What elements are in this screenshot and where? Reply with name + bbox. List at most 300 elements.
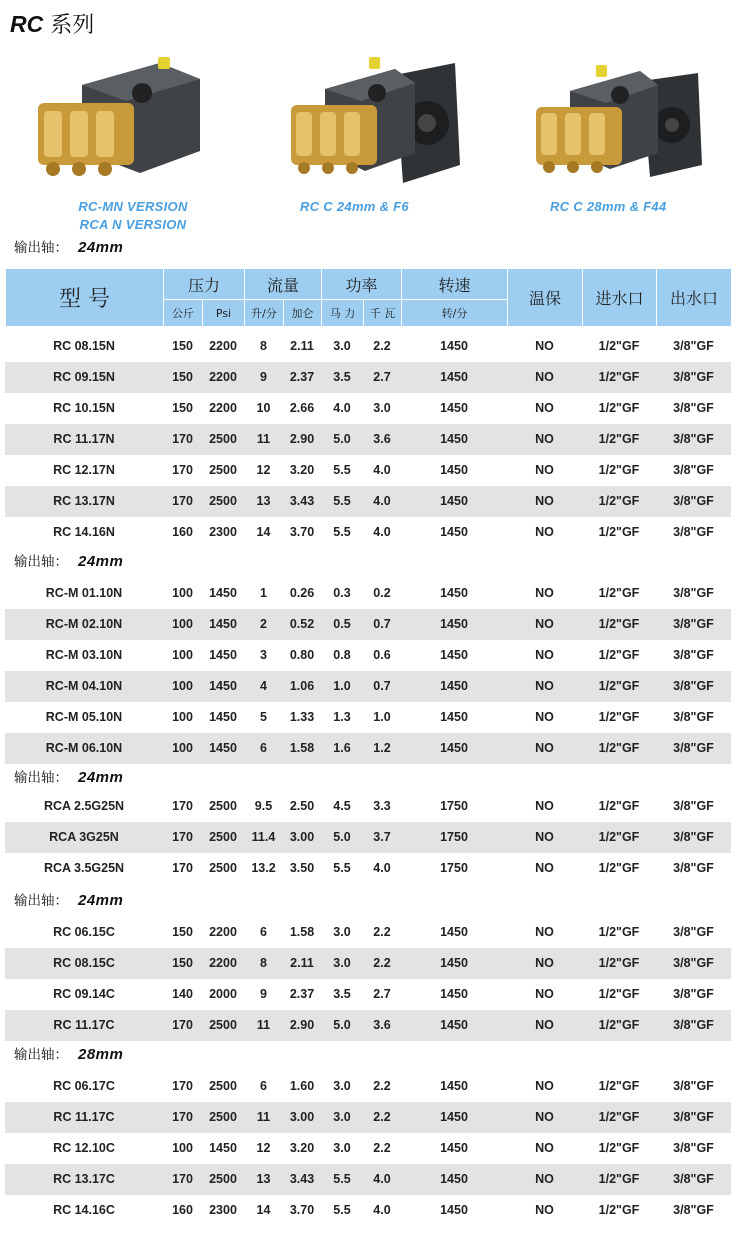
table-cell: 100 (172, 679, 193, 693)
table-cell: 4.0 (373, 463, 391, 477)
table-cell: 1/2"GF (598, 494, 640, 508)
shaft-label-text: 输出轴： (14, 893, 68, 909)
table-cell: 3/8"GF (673, 648, 714, 662)
table-cell: NO (535, 1079, 554, 1093)
table-cell: 2.2 (373, 925, 391, 939)
table-cell: 1.33 (289, 710, 315, 724)
header-power-kw: 千 瓦 (364, 300, 402, 327)
header-thermal: 温保 (508, 269, 583, 327)
table-cell: 1/2"GF (598, 586, 640, 600)
table-cell: 170 (172, 1172, 193, 1186)
table-cell: 3.43 (289, 1172, 315, 1186)
table-cell: 9 (260, 987, 267, 1001)
table-cell: NO (535, 1172, 554, 1186)
table-cell: 150 (172, 956, 193, 970)
table-cell: 4.5 (333, 799, 351, 813)
table-cell: 5.5 (333, 1172, 351, 1186)
table-cell: 2000 (209, 987, 237, 1001)
table-cell: 5.5 (333, 463, 351, 477)
table-cell: 3/8"GF (673, 1203, 714, 1217)
table-cell: 3.20 (289, 463, 315, 477)
table-cell: 1.60 (289, 1079, 315, 1093)
header-flow-lpm: 升/分 (245, 300, 284, 327)
table-row (5, 1071, 731, 1102)
table-cell: 1/2"GF (598, 1141, 640, 1155)
table-cell: 3.70 (289, 1203, 315, 1217)
table-row (5, 671, 731, 702)
table-cell: 0.6 (373, 648, 391, 662)
table-cell: 3.5 (333, 987, 351, 1001)
table-cell: 3/8"GF (673, 401, 714, 415)
table-cell: 2500 (209, 1079, 237, 1093)
table-cell: 1450 (440, 648, 468, 662)
table-cell: 1750 (440, 861, 468, 875)
product-caption-2: RC C 24mm & F6 (300, 199, 409, 214)
table-cell: 2.7 (373, 987, 391, 1001)
table-cell: 2.2 (373, 1079, 391, 1093)
table-cell: NO (535, 1141, 554, 1155)
table-cell: NO (535, 679, 554, 693)
table-row (5, 1164, 731, 1195)
table-cell: 3/8"GF (673, 710, 714, 724)
table-cell: 2.2 (373, 1141, 391, 1155)
table-cell: 5.0 (333, 830, 351, 844)
table-cell: 1450 (209, 741, 237, 755)
model-cell: RC 11.17C (53, 1110, 115, 1124)
table-cell: 4.0 (373, 1172, 391, 1186)
table-cell: 1450 (440, 1018, 468, 1032)
table-cell: NO (535, 799, 554, 813)
table-cell: 1.58 (289, 925, 315, 939)
table-cell: 0.5 (333, 617, 351, 631)
table-cell: 1.06 (289, 679, 315, 693)
table-cell: 1450 (209, 679, 237, 693)
table-cell: 3/8"GF (673, 741, 714, 755)
table-cell: 1.3 (333, 710, 351, 724)
table-cell: 1/2"GF (598, 401, 640, 415)
table-cell: NO (535, 586, 554, 600)
model-cell: RC 06.15C (53, 925, 115, 939)
table-cell: 1450 (440, 339, 468, 353)
table-cell: 1450 (440, 525, 468, 539)
table-cell: 3/8"GF (673, 432, 714, 446)
table-cell: 1/2"GF (598, 617, 640, 631)
table-cell: 1450 (440, 1172, 468, 1186)
header-pressure-kg: 公斤 (164, 300, 203, 327)
table-cell: 14 (256, 525, 271, 539)
table-cell: NO (535, 741, 554, 755)
table-cell: 3/8"GF (673, 1110, 714, 1124)
table-row (5, 486, 731, 517)
table-row (5, 362, 731, 393)
table-cell: 2.7 (373, 370, 391, 384)
model-cell: RC 12.10C (53, 1141, 115, 1155)
model-cell: RC 12.17N (53, 463, 115, 477)
table-cell: 3/8"GF (673, 1141, 714, 1155)
model-cell: RC 11.17N (53, 432, 115, 446)
table-row (5, 393, 731, 424)
table-cell: 3.0 (333, 339, 351, 353)
table-cell: 2.37 (289, 370, 315, 384)
table-cell: 3.0 (373, 401, 391, 415)
table-cell: 3.0 (333, 1110, 351, 1124)
shaft-value: 24mm (78, 239, 124, 256)
table-cell: 160 (172, 1203, 193, 1217)
table-row (5, 702, 731, 733)
product-caption-1: RC-MN VERSION RCA N VERSION (78, 199, 188, 232)
table-cell: 13 (256, 494, 271, 508)
table-cell: 5.5 (333, 861, 351, 875)
table-cell: 5.0 (333, 1018, 351, 1032)
table-cell: 4.0 (373, 525, 391, 539)
shaft-label (14, 889, 123, 909)
table-cell: 1450 (440, 586, 468, 600)
table-cell: 1450 (440, 463, 468, 477)
table-cell: 1/2"GF (598, 861, 640, 875)
table-cell: 1750 (440, 799, 468, 813)
table-cell: 150 (172, 925, 193, 939)
table-cell: 3/8"GF (673, 987, 714, 1001)
table-cell: NO (535, 525, 554, 539)
table-cell: 2200 (209, 370, 237, 384)
table-cell: 2500 (209, 799, 237, 813)
table-cell: 170 (172, 799, 193, 813)
table-cell: NO (535, 925, 554, 939)
table-cell: NO (535, 1110, 554, 1124)
table-cell: 2.11 (290, 339, 314, 353)
model-cell: RC-M 02.10N (45, 617, 123, 631)
table-cell: 1450 (440, 679, 468, 693)
table-cell: 100 (172, 741, 193, 755)
shaft-label-text: 输出轴： (14, 554, 68, 570)
table-cell: 3.20 (289, 1141, 315, 1155)
header-outlet: 出水口 (657, 269, 732, 327)
table-cell: NO (535, 1203, 554, 1217)
shaft-label-text: 输出轴： (14, 240, 68, 256)
table-cell: 3/8"GF (673, 799, 714, 813)
table-cell: 14 (256, 1203, 271, 1217)
table-cell: 1450 (209, 617, 237, 631)
table-cell: 2500 (209, 494, 237, 508)
table-cell: 6 (260, 925, 267, 939)
header-inlet: 进水口 (583, 269, 657, 327)
table-row (5, 331, 731, 362)
table-cell: 2500 (209, 1018, 237, 1032)
table-cell: 170 (172, 1110, 193, 1124)
model-cell: RCA 2.5G25N (43, 799, 125, 813)
table-cell: 2.2 (373, 339, 391, 353)
header-speed: 转速 (402, 269, 508, 300)
table-cell: 3.0 (333, 1079, 351, 1093)
table-cell: 1750 (440, 830, 468, 844)
table-cell: 3.70 (289, 525, 315, 539)
table-cell: 2.11 (290, 956, 314, 970)
table-cell: NO (535, 401, 554, 415)
table-cell: 1/2"GF (598, 1172, 640, 1186)
table-cell: NO (535, 648, 554, 662)
model-cell: RC-M 04.10N (45, 679, 123, 693)
table-cell: 100 (172, 648, 193, 662)
table-cell: 1/2"GF (598, 710, 640, 724)
table-cell: 1450 (440, 1110, 468, 1124)
table-cell: 1/2"GF (598, 1110, 640, 1124)
table-cell: NO (535, 956, 554, 970)
table-cell: 1.0 (333, 679, 351, 693)
table-cell: 5.5 (333, 1203, 351, 1217)
table-cell: 1/2"GF (598, 1079, 640, 1093)
table-cell: NO (535, 617, 554, 631)
table-cell: 1450 (440, 956, 468, 970)
table-cell: 1/2"GF (598, 679, 640, 693)
table-cell: 3/8"GF (673, 679, 714, 693)
table-cell: 2 (260, 617, 267, 631)
table-cell: 1/2"GF (598, 799, 640, 813)
model-cell: RC 08.15N (53, 339, 115, 353)
header-power: 功率 (322, 269, 402, 300)
table-cell: 3.0 (333, 925, 351, 939)
table-cell: NO (535, 1018, 554, 1032)
table-cell: 2500 (209, 1110, 237, 1124)
table-row (5, 853, 731, 884)
table-cell: 170 (172, 861, 193, 875)
header-power-hp: 马 力 (322, 300, 364, 327)
table-cell: 1/2"GF (598, 925, 640, 939)
table-cell: 1/2"GF (598, 648, 640, 662)
model-cell: RC-M 01.10N (45, 586, 123, 600)
table-cell: 3/8"GF (673, 830, 714, 844)
table-cell: NO (535, 710, 554, 724)
table-row (5, 791, 731, 822)
model-cell: RCA 3.5G25N (43, 861, 125, 875)
table-cell: 2500 (209, 432, 237, 446)
table-cell: 100 (172, 1141, 193, 1155)
table-cell: 3/8"GF (673, 1018, 714, 1032)
table-cell: 1/2"GF (598, 830, 640, 844)
shaft-label (14, 1043, 123, 1063)
table-cell: NO (535, 432, 554, 446)
table-row (5, 1010, 731, 1041)
table-cell: 0.7 (373, 679, 391, 693)
model-cell: RC 14.16N (53, 525, 115, 539)
table-cell: 3/8"GF (673, 956, 714, 970)
table-cell: 3.7 (373, 830, 391, 844)
table-cell: 0.26 (289, 586, 315, 600)
table-cell: NO (535, 494, 554, 508)
table-cell: 2200 (209, 401, 237, 415)
shaft-label (14, 766, 123, 786)
table-cell: 5.0 (333, 432, 351, 446)
table-row (5, 1102, 731, 1133)
table-cell: 0.52 (289, 617, 315, 631)
table-cell: 3/8"GF (673, 525, 714, 539)
table-cell: 2.90 (289, 432, 315, 446)
table-cell: 2.66 (289, 401, 315, 415)
table-cell: 1/2"GF (598, 987, 640, 1001)
table-cell: 3.43 (289, 494, 315, 508)
header-pressure: 压力 (164, 269, 245, 300)
table-cell: 160 (172, 525, 193, 539)
table-cell: 170 (172, 830, 193, 844)
table-cell: 100 (172, 617, 193, 631)
model-cell: RC 11.17C (53, 1018, 115, 1032)
table-cell: 3 (260, 648, 267, 662)
table-cell: NO (535, 339, 554, 353)
table-cell: 170 (172, 1079, 193, 1093)
table-cell: 1/2"GF (598, 1018, 640, 1032)
pump-image-rc-24mm-f6 (285, 55, 465, 190)
header-model: 型 号 (6, 269, 164, 327)
table-cell: 4.0 (373, 494, 391, 508)
pump-image-rc-mn (30, 55, 210, 190)
table-cell: 1450 (440, 1141, 468, 1155)
spec-table-header (5, 268, 732, 327)
table-cell: 4 (260, 679, 267, 693)
table-row (5, 609, 731, 640)
table-row (5, 948, 731, 979)
header-speed-unit: 转/分 (402, 300, 508, 327)
table-cell: 2.2 (373, 1110, 391, 1124)
table-cell: 170 (172, 494, 193, 508)
table-cell: 3.0 (333, 1141, 351, 1155)
table-cell: 150 (172, 339, 193, 353)
model-cell: RC 09.14C (53, 987, 115, 1001)
table-cell: 11 (256, 432, 271, 446)
product-caption-3: RC C 28mm & F44 (550, 199, 667, 214)
table-cell: 3.3 (373, 799, 391, 813)
table-cell: 13 (256, 1172, 271, 1186)
table-cell: 9 (260, 370, 267, 384)
table-cell: 6 (260, 741, 267, 755)
table-cell: NO (535, 830, 554, 844)
table-cell: 3/8"GF (673, 617, 714, 631)
table-cell: 1/2"GF (598, 741, 640, 755)
table-cell: 1450 (209, 710, 237, 724)
table-cell: 2300 (209, 1203, 237, 1217)
table-cell: 3.00 (289, 1110, 315, 1124)
table-cell: NO (535, 370, 554, 384)
model-cell: RC 09.15N (53, 370, 115, 384)
table-cell: 1/2"GF (598, 525, 640, 539)
table-cell: 2500 (209, 463, 237, 477)
table-cell: 2.2 (373, 956, 391, 970)
table-cell: 170 (172, 463, 193, 477)
table-cell: 10 (256, 401, 271, 415)
header-flow: 流量 (245, 269, 322, 300)
table-cell: 1450 (440, 617, 468, 631)
table-cell: 2.90 (289, 1018, 315, 1032)
table-cell: 170 (172, 1018, 193, 1032)
table-cell: 8 (260, 956, 267, 970)
model-cell: RC 10.15N (53, 401, 115, 415)
table-row (5, 640, 731, 671)
table-cell: 11 (256, 1110, 271, 1124)
table-cell: 3.6 (373, 1018, 391, 1032)
table-cell: 4.0 (373, 1203, 391, 1217)
table-cell: 1.2 (373, 741, 391, 755)
table-cell: 1450 (440, 925, 468, 939)
table-cell: 5 (260, 710, 267, 724)
table-cell: 1.58 (289, 741, 315, 755)
table-row (5, 979, 731, 1010)
pump-image-rc-28mm-f44 (530, 55, 710, 190)
table-cell: 11.4 (251, 830, 276, 844)
shaft-label-text: 输出轴： (14, 770, 68, 786)
table-cell: 3/8"GF (673, 1079, 714, 1093)
table-row (5, 1195, 731, 1226)
table-cell: 0.7 (373, 617, 391, 631)
table-cell: 2500 (209, 830, 237, 844)
shaft-label (14, 550, 123, 570)
model-cell: RC 13.17N (53, 494, 115, 508)
model-cell: RC-M 06.10N (45, 741, 123, 755)
table-row (5, 455, 731, 486)
table-cell: 1450 (440, 987, 468, 1001)
table-cell: 170 (172, 432, 193, 446)
table-cell: 1450 (440, 710, 468, 724)
table-cell: 3.6 (373, 432, 391, 446)
shaft-value: 24mm (78, 553, 124, 570)
table-row (5, 424, 731, 455)
table-cell: 11 (256, 1018, 271, 1032)
table-cell: 8 (260, 339, 267, 353)
table-cell: 3/8"GF (673, 586, 714, 600)
table-cell: 13.2 (251, 861, 276, 875)
table-cell: 1/2"GF (598, 432, 640, 446)
table-cell: 1/2"GF (598, 956, 640, 970)
table-cell: 1450 (440, 401, 468, 415)
table-cell: 3/8"GF (673, 925, 714, 939)
table-cell: NO (535, 463, 554, 477)
table-cell: 3/8"GF (673, 370, 714, 384)
table-cell: 2300 (209, 525, 237, 539)
model-cell: RC 14.16C (53, 1203, 115, 1217)
table-cell: 0.2 (373, 586, 391, 600)
table-cell: 1450 (440, 494, 468, 508)
table-cell: 1/2"GF (598, 1203, 640, 1217)
model-cell: RC-M 03.10N (45, 648, 123, 662)
table-cell: 2200 (209, 925, 237, 939)
table-row (5, 1133, 731, 1164)
table-cell: 3/8"GF (673, 494, 714, 508)
model-cell: RC 08.15C (53, 956, 115, 970)
table-cell: 3.5 (333, 370, 351, 384)
table-cell: 4.0 (373, 861, 391, 875)
table-cell: 100 (172, 586, 193, 600)
table-cell: 2500 (209, 1172, 237, 1186)
table-cell: 2.37 (289, 987, 315, 1001)
table-cell: 1450 (440, 1203, 468, 1217)
table-cell: 2200 (209, 956, 237, 970)
page-title: RC 系列 (10, 11, 95, 38)
table-cell: NO (535, 987, 554, 1001)
table-cell: 3.0 (333, 956, 351, 970)
model-cell: RC-M 05.10N (45, 710, 123, 724)
table-cell: 3/8"GF (673, 339, 714, 353)
header-pressure-psi: Psi (203, 300, 245, 327)
table-cell: 3/8"GF (673, 463, 714, 477)
table-cell: 1450 (209, 648, 237, 662)
table-cell: 12 (256, 1141, 271, 1155)
table-cell: 9.5 (254, 799, 273, 813)
table-row (5, 822, 731, 853)
table-row (5, 917, 731, 948)
table-cell: 150 (172, 401, 193, 415)
table-cell: 1450 (209, 586, 237, 600)
table-cell: 6 (260, 1079, 267, 1093)
shaft-label-text: 输出轴： (14, 1047, 68, 1063)
table-cell: 1450 (440, 370, 468, 384)
table-cell: 0.3 (333, 586, 351, 600)
